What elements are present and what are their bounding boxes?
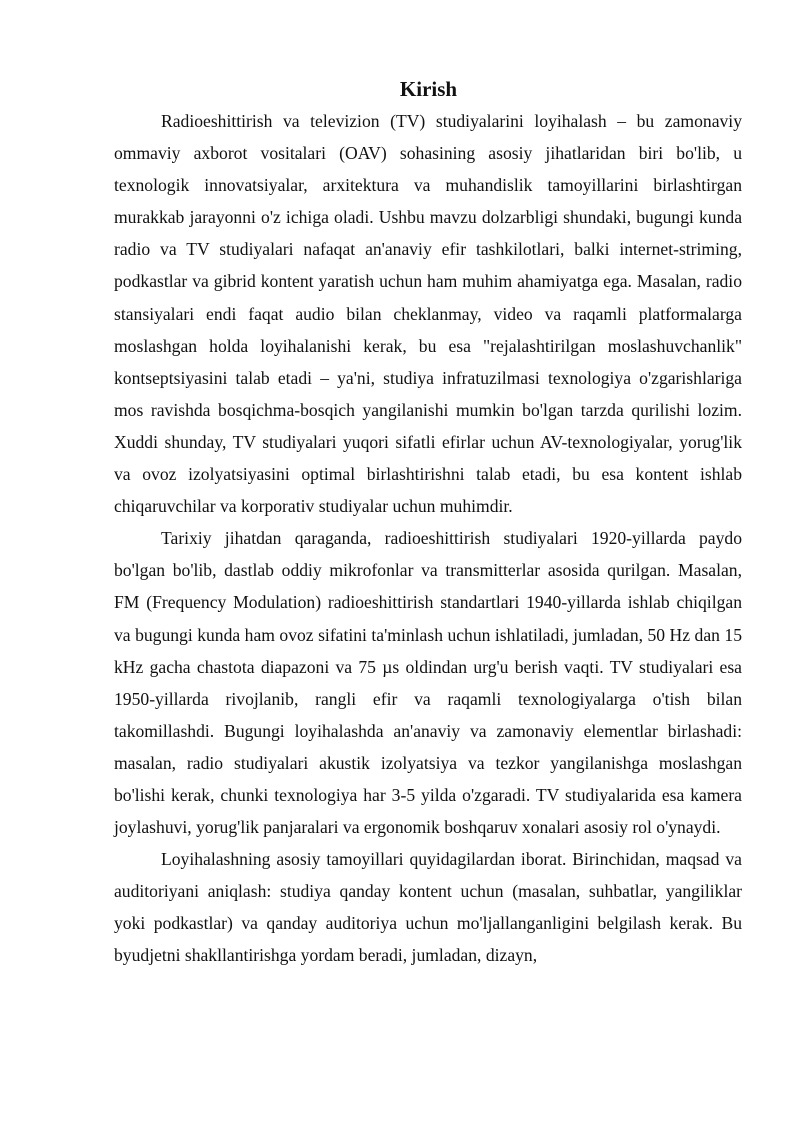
paragraph-introduction: Radioeshittirish va televizion (TV) studiyalarini loyihalash – bu zamonaviy ommaviy axborot vositalari (OAV) sohasining asosiy jihatlaridan biri bo'lib, u texnologik innovatsiyalar, arxitektura va muhandislik tamoyillarini birlashtirgan murakkab jarayonni o'z ichiga oladi. Ushbu mavzu dolzarbligi shundaki, bugungi kunda radio va TV studiyalari nafaqat an'anaviy efir tashkilotlari, balki internet-striming, podkastlar va gibrid kontent yaratish uchun ham muhim ahamiyatga ega. Masalan, radio stansiyalari endi faqat audio bilan cheklanmay, video va raqamli platformalarga moslashgan holda loyihalanishi kerak, bu esa "rejalashtirilgan moslashuvchanlik" kontseptsiyasini talab etadi – ya'ni, studiya infratuzilmasi texnologiya o'zgarishlariga mos ravishda bosqichma-bosqich yangilanishi mumkin bo'lgan tarzda qurilishi lozim. Xuddi shunday, TV studiyalari yuqori sifatli efirlar uchun AV-texnologiyalar, yorug'lik va ovoz izolyatsiyasini optimal birlashtirishni talab etadi, bu esa kontent ishlab chiqaruvchilar va korporativ studiyalar uchun muhimdir. xyxy=(114,111,742,517)
page-title: Kirish xyxy=(399,77,458,101)
paragraph-principles: Loyihalashning asosiy tamoyillari quyidagilardan iborat. Birinchidan, maqsad va auditoriyani aniqlash: studiya qanday kontent uchun (masalan, suhbatlar, yangiliklar yoki podkastlar) va qanday auditoriya uchun mo'ljallanganligini belgilash kerak. Bu byudjetni shakllantirishga yordam beradi, jumladan, dizayn, xyxy=(114,849,742,966)
document-body xyxy=(114,105,742,972)
paragraph-history: Tarixiy jihatdan qaraganda, radioeshittirish studiyalari 1920-yillarda paydo bo'lgan bo'lib, dastlab oddiy mikrofonlar va transmitterlar asosida qurilgan. Masalan, FM (Frequency Modulation) radioeshittirish standartlari 1940-yillarda ishlab chiqilgan va bugungi kunda ham ovoz sifatini ta'minlash uchun ishlatiladi, jumladan, 50 Hz dan 15 kHz gacha chastota diapazoni va 75 µs oldindan urg'u berish vaqti. TV studiyalari esa 1950-yillarda rivojlanib, rangli efir va raqamli texnologiyalarga o'tish bilan takomillashdi. Bugungi loyihalashda an'anaviy va zamonaviy elementlar birlashadi: masalan, radio studiyalari akustik izolyatsiya va tezkor yangilanishga moslashgan bo'lishi kerak, chunki texnologiya har 3-5 yilda o'zgaradi. TV studiyalarida esa kamera joylashuvi, yorug'lik panjaralari va ergonomik boshqaruv xonalari asosiy rol o'ynaydi. xyxy=(114,528,742,838)
